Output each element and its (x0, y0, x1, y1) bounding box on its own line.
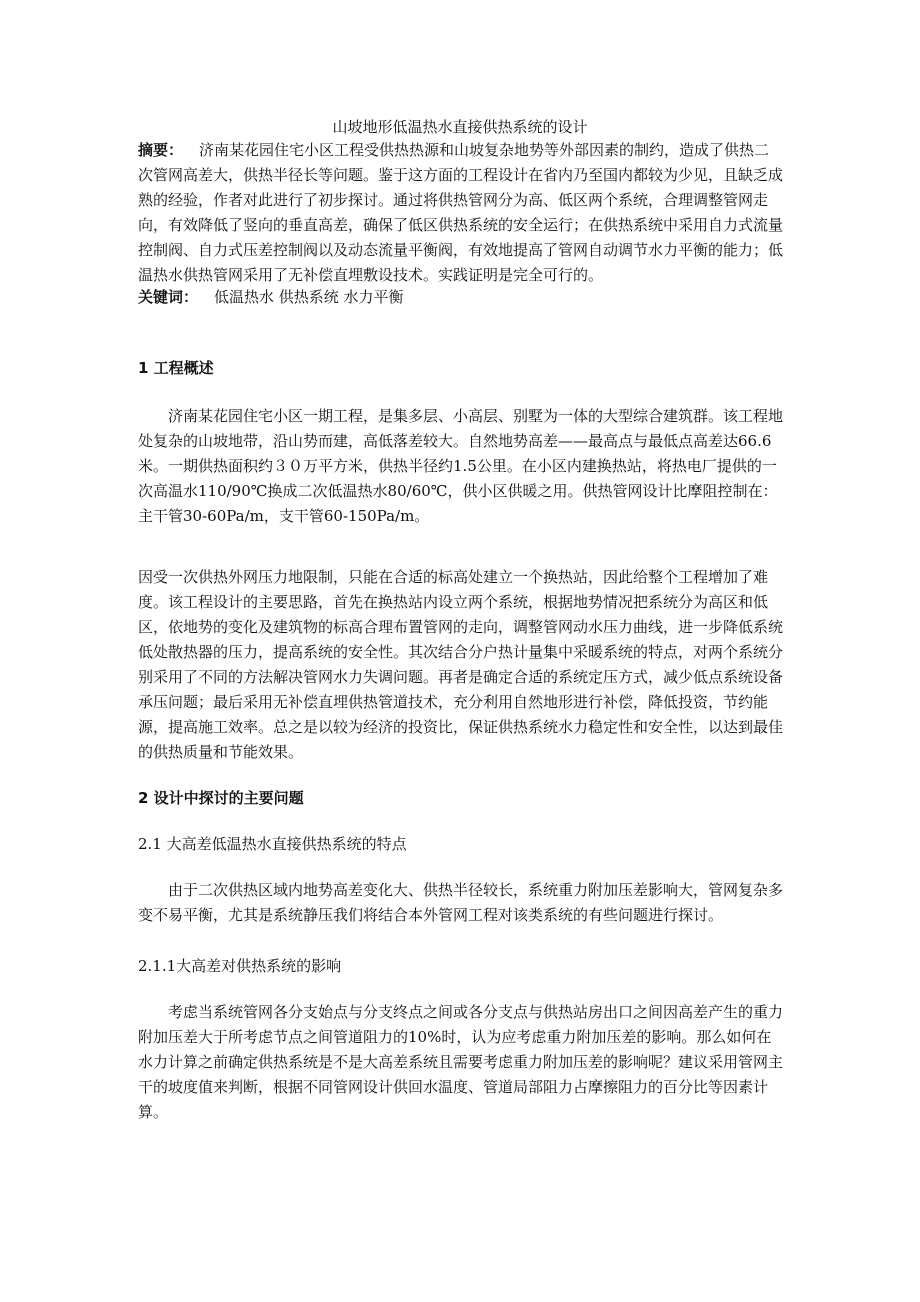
section-1-paragraph-1: 济南某花园住宅小区一期工程，是集多层、小高层、别墅为一体的大型综合建筑群。该工程地处复杂的山坡地带，沿山势而建，高低落差较大。自然地势高差——最高点与最低点高差达66.6米。一期供热面积约３０万平方米，供热半径约1.5公里。在小区内建换热站，将热电厂提供的一次高温水110/90℃换成二次低温热水80/60℃，供小区供暖之用。供热管网设计比摩阻控制在：主干管30-60Pa/m，支干管60-150Pa/m。 (138, 407, 784, 525)
abstract-text: 济南某花园住宅小区工程受供热热源和山坡复杂地势等外部因素的制约，造成了供热二次管网高差大，供热半径长等问题。鉴于这方面的工程设计在省内乃至国内都较为少见，且缺乏成熟的经验，作者对此进行了初步探讨。通过将供热管网分为高、低区两个系统，合理调整管网走向，有效降低了竖向的垂直高差，确保了低区供热系统的安全运行；在供热系统中采用自力式流量控制阀、自力式压差控制阀以及动态流量平衡阀，有效地提高了管网自动调节水力平衡的能力；低温热水供热管网采用了无补偿直埋敷设技术。实践证明是完全可行的。 (138, 141, 784, 284)
abstract-label: 摘要： (138, 141, 184, 159)
keywords-text: 低温热水 供热系统 水力平衡 (214, 288, 404, 306)
section-2-1-1-paragraph: 考虑当系统管网各分支始点与分支终点之间或各分支点与供热站房出口之间因高差产生的重力附加压差大于所考虑节点之间管道阻力的10%时，认为应考虑重力附加压差的影响。那么如何在水力计算之前确定供热系统是不是大高差系统且需要考虑重力附加压差的影响呢？建议采用管网主干的坡度值来判断，根据不同管网设计供回水温度、管道局部阻力占摩擦阻力的百分比等因素计算。 (138, 1003, 784, 1121)
section-1-heading: 1 工程概述 (138, 359, 214, 377)
section-2-1-1-heading: 2.1.1大高差对供热系统的影响 (138, 957, 342, 975)
section-2-1-heading: 2.1 大高差低温热水直接供热系统的特点 (138, 835, 407, 853)
section-2-1-paragraph: 由于二次供热区域内地势高差变化大、供热半径较长，系统重力附加压差影响大，管网复杂多变不易平衡，尤其是系统静压我们将结合本外管网工程对该类系统的有些问题进行探讨。 (138, 881, 784, 924)
document-title: 山坡地形低温热水直接供热系统的设计 (332, 118, 588, 136)
section-2-heading: 2 设计中探讨的主要问题 (138, 789, 304, 807)
abstract (138, 138, 784, 288)
keywords-label: 关键词： (138, 288, 199, 306)
keywords (138, 285, 784, 310)
section-1-paragraph-2: 因受一次供热外网压力地限制，只能在合适的标高处建立一个换热站，因此给整个工程增加了难度。该工程设计的主要思路，首先在换热站内设立两个系统，根据地势情况把系统分为高区和低区，依地势的变化及建筑物的标高合理布置管网的走向，调整管网动水压力曲线，进一步降低系统低处散热器的压力，提高系统的安全性。其次结合分户热计量集中采暖系统的特点，对两个系统分别采用了不同的方法解决管网水力失调问题。再者是确定合适的系统定压方式，减少低点系统设备承压问题；最后采用无补偿直埋供热管道技术，充分利用自然地形进行补偿，降低投资，节约能源，提高施工效率。总之是以较为经济的投资比，保证供热系统水力稳定性和安全性，以达到最佳的供热质量和节能效果。 (138, 568, 784, 761)
